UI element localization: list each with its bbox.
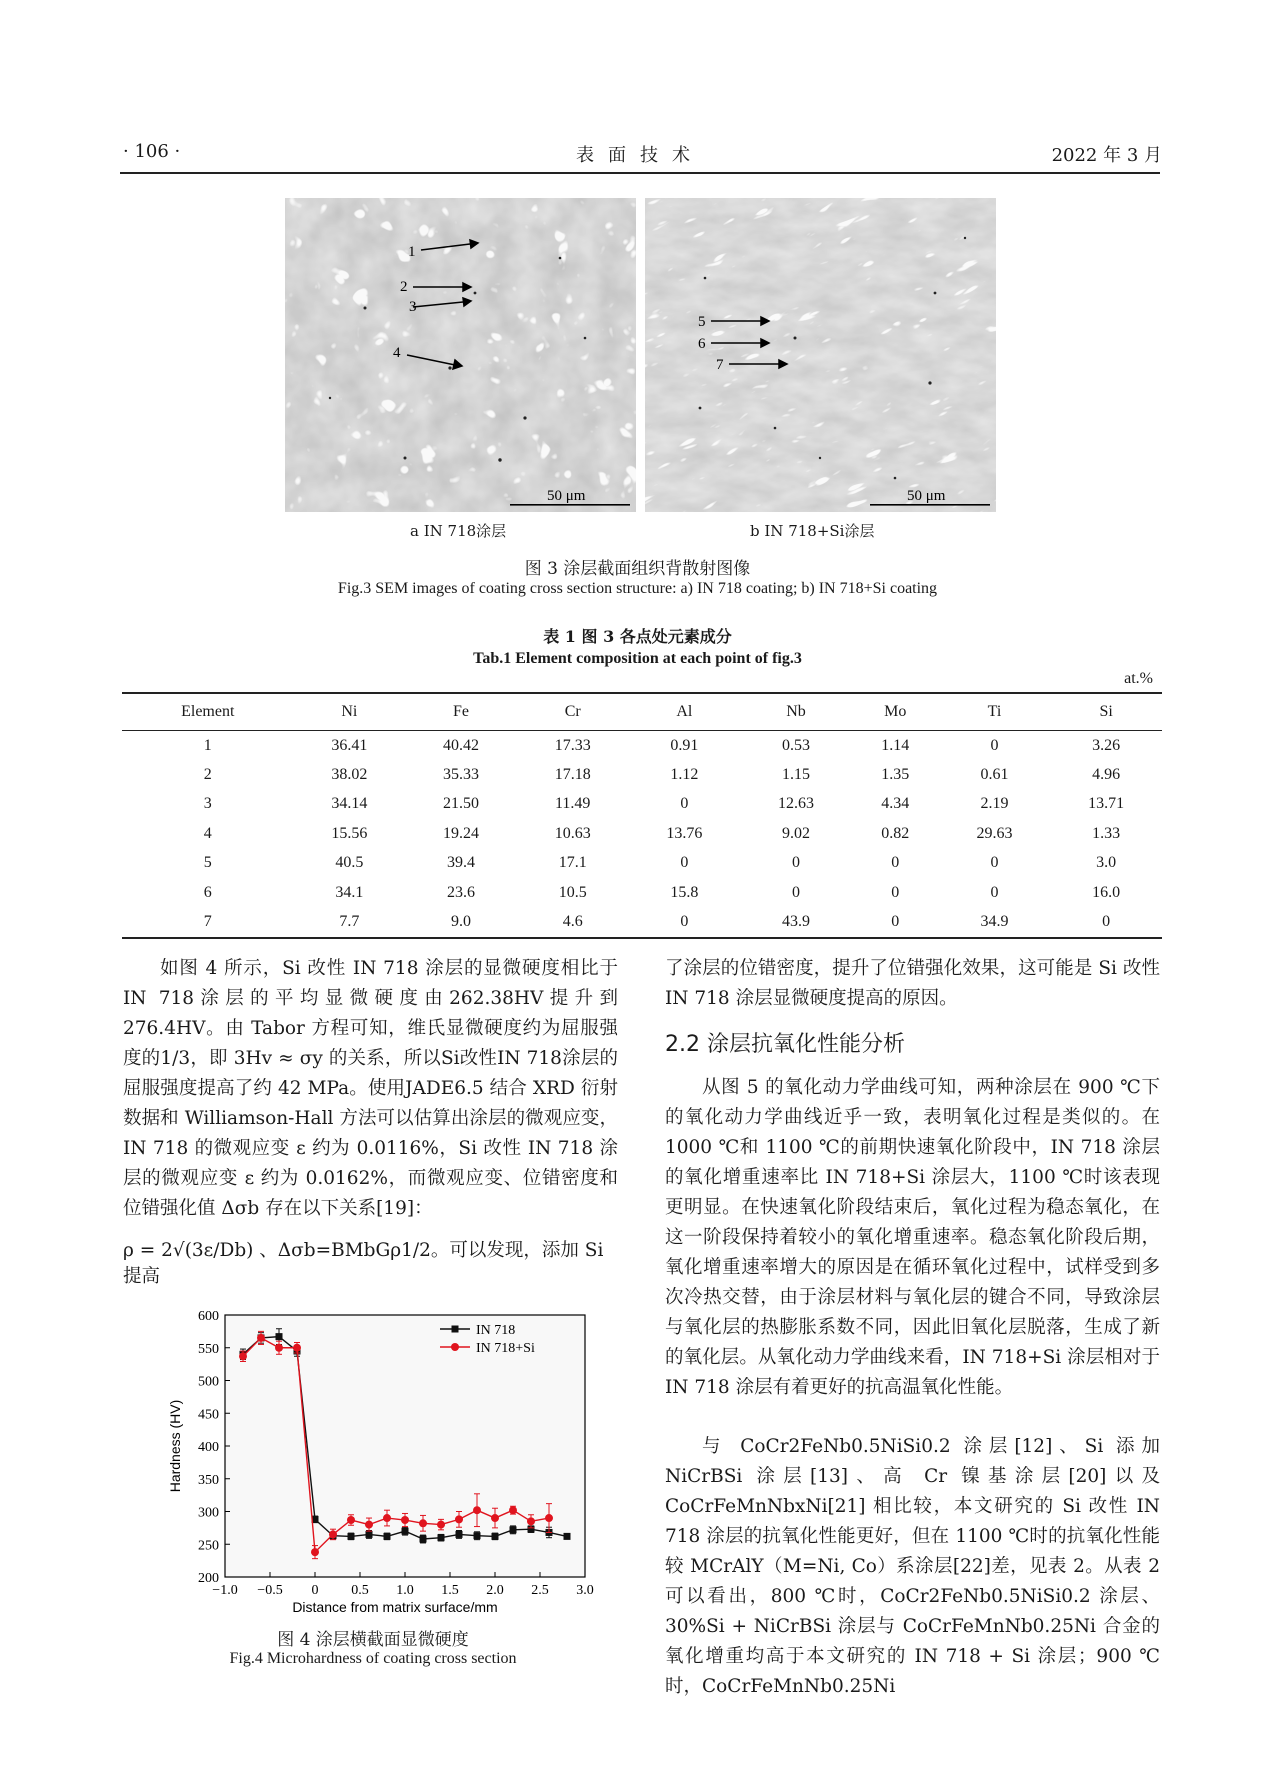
table-cell: 40.5 — [335, 854, 364, 872]
table-row — [122, 819, 1162, 848]
table-row — [122, 731, 1162, 761]
sem-marker-2: 2 — [400, 279, 408, 295]
data-point — [365, 1521, 373, 1529]
table-header-cell: Cr — [517, 693, 629, 731]
data-point — [366, 1531, 373, 1538]
sem-image-b — [645, 198, 996, 512]
table-cell: 0 — [680, 854, 689, 872]
table-header-cell: Ti — [939, 693, 1051, 731]
table-cell: 0 — [990, 736, 999, 754]
data-point — [473, 1506, 481, 1514]
table-row — [122, 907, 1162, 937]
table-cell: 15.8 — [670, 883, 699, 901]
table-cell: 4.96 — [1092, 766, 1121, 784]
table-cell: 16.0 — [1092, 883, 1121, 901]
table-header-cell: Si — [1050, 693, 1162, 731]
legend-marker — [451, 1343, 459, 1351]
table-header-cell: Nb — [740, 693, 852, 731]
table-cell: 5 — [203, 854, 212, 872]
element-composition-table — [122, 692, 1162, 939]
right-paragraph-3: 与 CoCr2FeNb0.5NiSi0.2 涂层[12]、Si 添加 NiCrBSi 涂层[13]、高 Cr 镍基涂层[20]以及 CoCrFeMnNbxNi[21] 相比较，本文研究的 Si 改性 IN 718 涂层的抗氧化性能更好，但在 1100 ℃时的抗氧化性能较 MCrAlY（M=Ni, Co）系涂层[22]差，见表 2。从表 2 可以看出，800 ℃时，CoCr2FeNb0.5NiSi0.2 涂层、30%Si + NiCrBSi 涂层与 CoCrFeMnNb0.25Ni 合金的氧化增重均高于本文研究的 IN 718 + Si 涂层；900 ℃时，CoCrFeMnNb0.25Ni — [665, 1436, 1160, 1697]
table-cell: 0 — [990, 854, 999, 872]
data-point — [275, 1344, 283, 1352]
y-tick-label: 600 — [198, 1309, 219, 1324]
table-cell: 17.18 — [554, 766, 591, 784]
table-header-cell: Fe — [405, 693, 517, 731]
data-point — [510, 1526, 517, 1533]
table-cell: 0 — [891, 883, 900, 901]
data-point — [491, 1514, 499, 1522]
table-cell: 29.63 — [976, 824, 1013, 842]
table-cell: 11.49 — [554, 795, 591, 813]
table-cell: 9.02 — [782, 824, 810, 842]
sem-marker-5: 5 — [698, 314, 706, 330]
issue-date: 2022 年 3 月 — [1051, 145, 1162, 166]
table-cell: 0.82 — [881, 824, 910, 842]
table-cell: 1.33 — [1092, 824, 1121, 842]
table-cell: 0 — [792, 883, 800, 901]
sem-marker-3: 3 — [409, 299, 417, 315]
table-cell: 10.5 — [558, 883, 587, 901]
sem-marker-7: 7 — [716, 357, 724, 373]
legend-marker — [452, 1326, 459, 1333]
table-cell: 40.42 — [443, 736, 480, 754]
table-cell: 19.24 — [443, 824, 480, 842]
y-tick-label: 500 — [198, 1374, 219, 1390]
data-point — [474, 1532, 481, 1539]
data-point — [456, 1531, 463, 1538]
x-tick-label: 1.0 — [396, 1583, 414, 1598]
table-cell: 0 — [792, 854, 800, 872]
page-number: · 106 · — [123, 141, 181, 162]
legend-label: IN 718+Si — [476, 1341, 535, 1356]
table-row — [122, 760, 1162, 789]
data-point — [437, 1521, 445, 1529]
table-cell: 7.7 — [294, 907, 406, 937]
table-row — [122, 878, 1162, 907]
table-cell: 1.12 — [670, 766, 699, 784]
data-point — [347, 1516, 355, 1524]
table-cell: 17.33 — [554, 736, 591, 754]
table-row — [122, 790, 1162, 819]
table-cell: 34.14 — [331, 795, 368, 813]
table1-title-zh: 表 1 图 3 各点处元素成分 — [543, 627, 732, 646]
data-point — [401, 1516, 409, 1524]
table-cell: 4.34 — [881, 795, 910, 813]
right-paragraph-1: 了涂层的位错密度，提升了位错强化效果，这可能是 Si 改性 IN 718 涂层显微硬度提高的原因。 — [665, 958, 1160, 1009]
table-cell: 0.53 — [782, 736, 810, 754]
data-point — [239, 1352, 247, 1360]
table-cell: 13.71 — [1088, 795, 1125, 813]
table-cell: 0 — [629, 907, 741, 937]
data-point — [329, 1530, 337, 1538]
right-paragraph-2: 从图 5 的氧化动力学曲线可知，两种涂层在 900 ℃下的氧化动力学曲线近乎一致，表明氧化过程是类似的。在 1000 ℃和 1100 ℃的前期快速氧化阶段中，IN 718 涂层的氧化增重速率比 IN 718+Si 涂层大，1100 ℃时该表现更明显。在快速氧化阶段结束后，氧化过程为稳态氧化，在这一阶段保持着较小的氧化增重速率。稳态氧化阶段后期，氧化增重速率增大的原因是在循环氧化过程中，试样受到多次冷热交替，由于涂层材料与氧化层的键合不同，导致涂层与氧化层的热膨胀系数不同，因此旧氧化层脱落，生成了新的氧化层。从氧化动力学曲线来看，IN 718+Si 涂层相对于 IN 718 涂层有着更好的抗高温氧化性能。 — [665, 1077, 1160, 1398]
table-cell: 0 — [891, 854, 900, 872]
section-heading-2-2: 2.2 涂层抗氧化性能分析 — [665, 1032, 905, 1057]
table-cell: 36.41 — [331, 736, 368, 754]
table-cell: 2 — [203, 766, 212, 784]
data-point — [384, 1533, 391, 1540]
table-cell: 15.56 — [331, 824, 368, 842]
table-cell: 1.35 — [881, 766, 910, 784]
table-cell: 7 — [122, 907, 294, 937]
figure4-caption-en: Fig.4 Microhardness of coating cross section — [229, 1650, 517, 1667]
y-tick-label: 350 — [198, 1472, 219, 1488]
table-cell: 23.6 — [447, 883, 476, 901]
data-point — [293, 1344, 301, 1352]
table-header-cell: Element — [122, 693, 294, 731]
table-cell: 3.26 — [1092, 736, 1121, 754]
y-tick-label: 200 — [198, 1571, 219, 1586]
table-cell: 17.1 — [558, 854, 587, 872]
data-point — [545, 1514, 553, 1522]
table-row — [122, 849, 1162, 878]
x-tick-label: 3.0 — [576, 1583, 594, 1598]
data-point — [348, 1533, 355, 1540]
table-cell: 3.0 — [1096, 854, 1117, 872]
y-tick-label: 400 — [198, 1440, 219, 1455]
table-header-cell: Al — [629, 693, 741, 731]
figure4-caption-zh: 图 4 涂层横截面显微硬度 — [277, 1630, 469, 1650]
data-point — [311, 1548, 319, 1556]
table-cell: 35.33 — [443, 766, 480, 784]
sem-scale-b: 50 μm — [907, 488, 946, 504]
data-point — [402, 1528, 409, 1535]
data-point — [509, 1506, 517, 1514]
data-point — [420, 1536, 427, 1543]
dislocation-formula: ρ = 2√(3ε/Db) 、Δσb=BMbGρ1/2。可以发现，添加 Si 提高 — [123, 1240, 604, 1287]
table-cell: 0 — [852, 907, 939, 937]
x-tick-label: 2.5 — [531, 1583, 549, 1598]
data-point — [527, 1517, 535, 1525]
figure3-caption-en: Fig.3 SEM images of coating cross section structure: a) IN 718 coating; b) IN 718+Si coating — [337, 580, 938, 597]
table-header-row — [122, 693, 1162, 731]
x-tick-label: 2.0 — [486, 1583, 504, 1598]
sem-scale-a: 50 μm — [547, 488, 586, 504]
data-point — [455, 1515, 463, 1523]
table1-title-en: Tab.1 Element composition at each point of fig.3 — [473, 650, 802, 667]
data-point — [383, 1514, 391, 1522]
y-tick-label: 550 — [198, 1341, 219, 1357]
data-point — [438, 1534, 445, 1541]
data-point — [564, 1533, 571, 1540]
table-cell: 10.63 — [554, 824, 591, 842]
table-cell: 39.4 — [447, 854, 476, 872]
sem-marker-1: 1 — [408, 244, 416, 260]
table-cell: 34.1 — [335, 883, 364, 901]
journal-title: 表面技术 — [576, 145, 704, 166]
table-cell: 9.0 — [405, 907, 517, 937]
y-tick-label: 250 — [198, 1538, 219, 1554]
table-cell: 12.63 — [778, 795, 814, 813]
table-cell: 0 — [990, 883, 999, 901]
table-cell: 3 — [203, 795, 212, 813]
figure3-caption-zh: 图 3 涂层截面组织背散射图像 — [524, 559, 751, 579]
sem-caption-b: b IN 718+Si涂层 — [750, 522, 875, 540]
table-cell: 0 — [1050, 907, 1162, 937]
table-cell: 1.15 — [782, 766, 810, 784]
table-cell: 34.9 — [939, 907, 1051, 937]
y-tick-label: 300 — [198, 1505, 219, 1521]
table1-unit: at.% — [1124, 670, 1153, 687]
data-point — [492, 1533, 499, 1540]
y-axis-label: Hardness (HV) — [167, 1399, 183, 1493]
y-tick-label: 450 — [198, 1407, 219, 1423]
table-cell: 21.50 — [443, 795, 480, 813]
left-paragraph: 如图 4 所示，Si 改性 IN 718 涂层的显微硬度相比于IN 718涂层的平均显微硬度由262.38HV提升到276.4HV。由 Tabor 方程可知，维氏显微硬度约为屈服强度的1/3，即 3Hv ≈ σy 的关系，所以Si改性IN 718涂层的屈服强度提高了约 42 MPa。使用JADE6.5 结合 XRD 衍射数据和 Williamson-Hall 方法可以估算出涂层的微观应变，IN 718 的微观应变 ε 约为 0.0116%，Si 改性 IN 718 涂层的微观应变 ε 约为 0.0162%，而微观应变、位错密度和位错强化值 Δσb 存在以下关系[19]： — [123, 958, 618, 1219]
sem-marker-6: 6 — [698, 336, 706, 352]
legend-label: IN 718 — [476, 1323, 516, 1338]
data-point — [276, 1333, 283, 1340]
table-cell: 13.76 — [666, 824, 703, 842]
table-cell: 0.91 — [670, 736, 699, 754]
data-point — [419, 1519, 427, 1527]
x-tick-label: 1.5 — [441, 1583, 459, 1598]
table-cell: 0 — [680, 795, 689, 813]
table-cell: 4 — [203, 824, 212, 842]
x-tick-label: −0.5 — [257, 1583, 283, 1598]
table-cell: 1.14 — [881, 736, 910, 754]
table-cell: 0.61 — [980, 766, 1009, 784]
table-cell: 43.9 — [740, 907, 852, 937]
sem-marker-4: 4 — [393, 345, 401, 361]
table-cell: 38.02 — [331, 766, 368, 784]
table-cell: 1 — [203, 736, 212, 754]
table-cell: 2.19 — [980, 795, 1009, 813]
x-tick-label: −1.0 — [212, 1583, 238, 1598]
microhardness-chart — [160, 1305, 600, 1625]
data-point — [257, 1334, 265, 1342]
header-rule — [120, 172, 1160, 174]
table-cell: 6 — [203, 883, 212, 901]
sem-image-a — [285, 198, 636, 512]
table-cell: 4.6 — [517, 907, 629, 937]
x-tick-label: 0.5 — [351, 1583, 369, 1598]
table-header-cell: Ni — [294, 693, 406, 731]
x-axis-label: Distance from matrix surface/mm — [292, 1599, 498, 1615]
x-tick-label: 0 — [311, 1583, 319, 1598]
sem-caption-a: a IN 718涂层 — [410, 522, 507, 540]
table-header-cell: Mo — [852, 693, 939, 731]
